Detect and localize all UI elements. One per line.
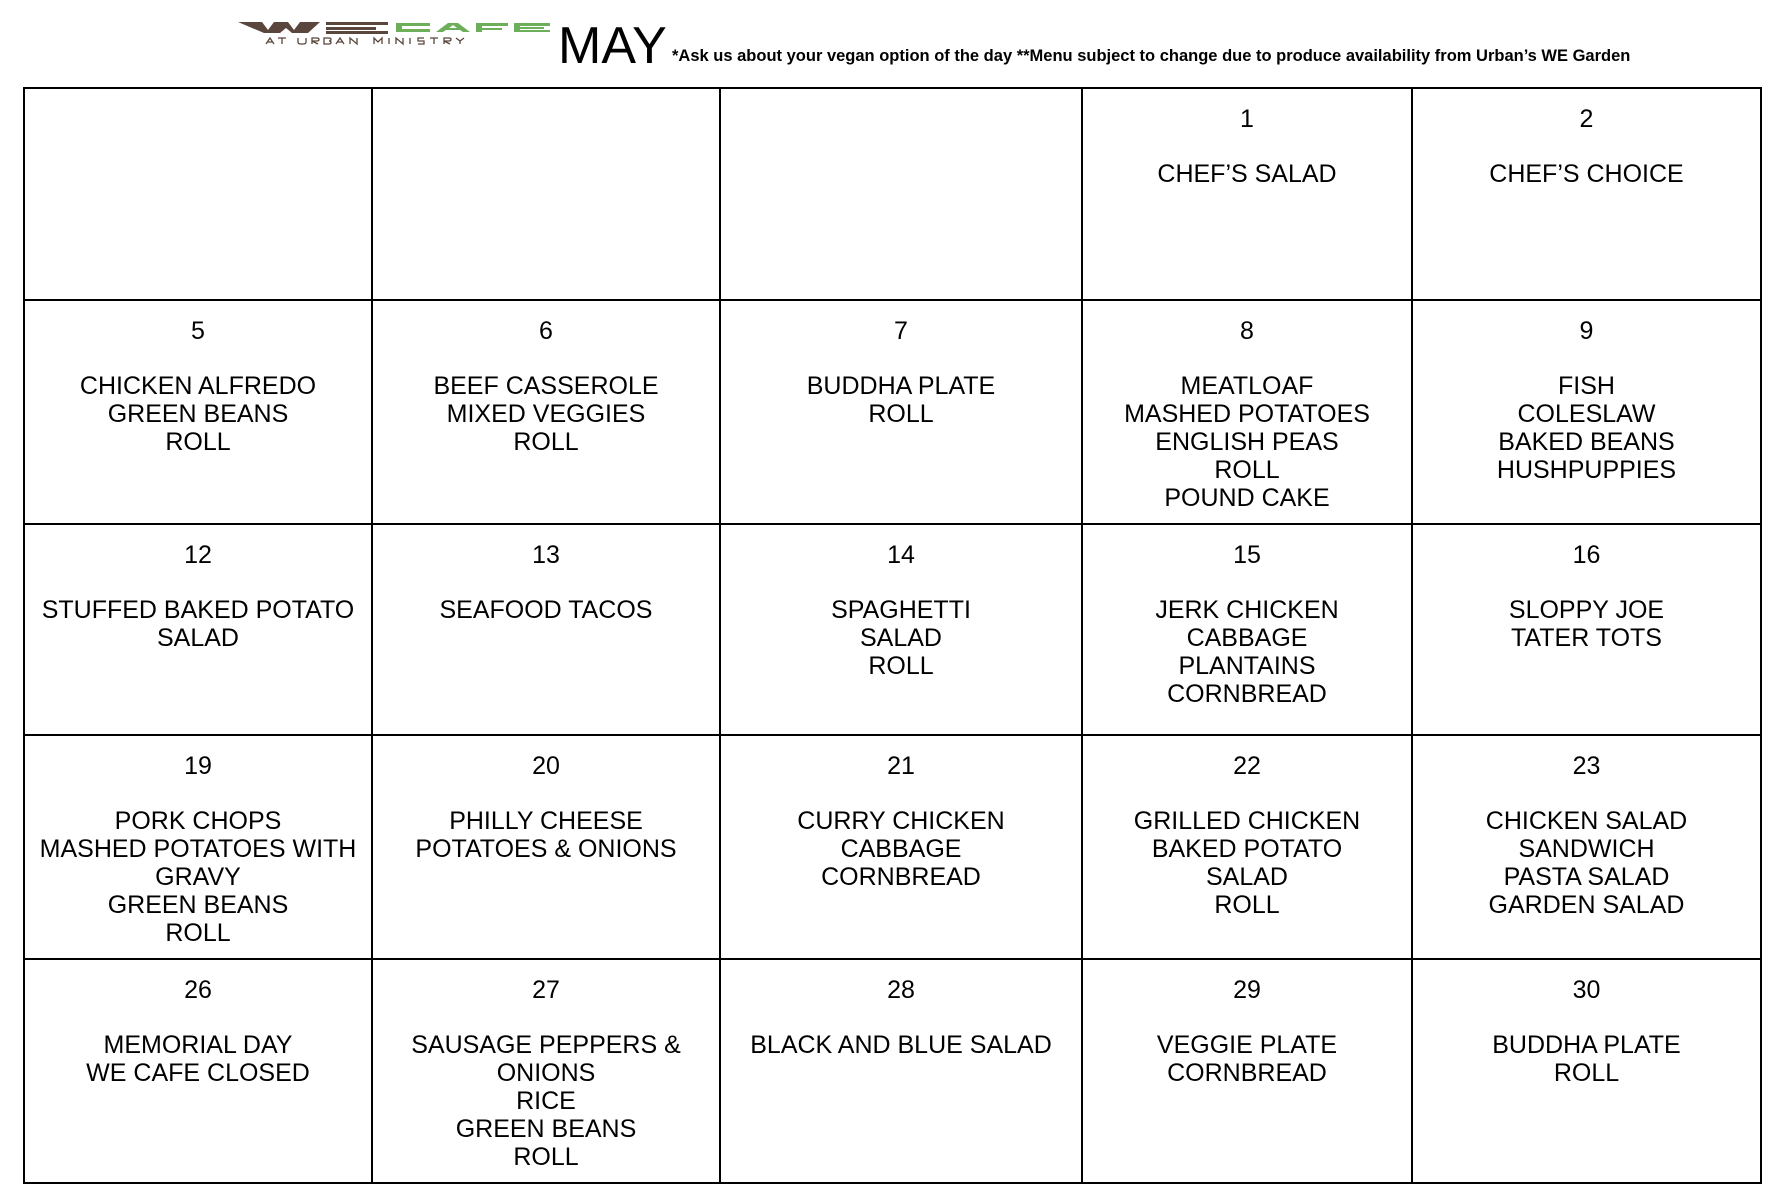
meal-item: CHEF’S CHOICE (1489, 160, 1684, 188)
day-number: 23 (1572, 752, 1601, 780)
meal-item: ROLL (868, 400, 934, 428)
day-number: 15 (1233, 541, 1261, 569)
month-title: MAY (558, 17, 667, 75)
meal-item: SALAD (860, 624, 942, 652)
meal-item: JERK CHICKEN (1155, 596, 1339, 624)
calendar-body (24, 88, 1761, 1183)
calendar-day-cell (24, 524, 372, 735)
calendar-day-cell (1082, 300, 1412, 524)
meal-item: ROLL (513, 428, 579, 456)
meal-list (373, 1031, 719, 1171)
menu-calendar (23, 87, 1762, 1184)
meal-list (721, 807, 1081, 891)
meal-item: ROLL (513, 1143, 579, 1171)
meal-list (721, 1031, 1081, 1059)
logo-graphic (236, 20, 558, 46)
meal-list (1413, 160, 1760, 188)
calendar-week (24, 300, 1761, 524)
calendar-day-cell (1412, 300, 1761, 524)
day-number (373, 105, 719, 133)
meal-item: COLESLAW (1517, 400, 1656, 428)
meal-item: GREEN BEANS (107, 400, 289, 428)
day-number: 30 (1572, 976, 1601, 1004)
meal-item: BEEF CASSEROLE (433, 372, 659, 400)
meal-list (1413, 372, 1760, 484)
meal-list (1083, 372, 1411, 512)
meal-list (1413, 1031, 1760, 1087)
meal-item: ENGLISH PEAS (1155, 428, 1339, 456)
day-number: 12 (184, 541, 212, 569)
meal-item: CABBAGE (1186, 624, 1308, 652)
calendar-day-cell (372, 88, 720, 300)
meal-item: VEGGIE PLATE (1156, 1031, 1338, 1059)
meal-item: SALAD (1206, 863, 1288, 891)
meal-item: ROLL (1214, 891, 1280, 919)
meal-list (373, 372, 719, 456)
meal-item: ROLL (165, 428, 231, 456)
meal-list (25, 807, 371, 947)
calendar-day-cell (24, 959, 372, 1183)
meal-item: CABBAGE (840, 835, 962, 863)
meal-list (1083, 807, 1411, 919)
meal-item: BUDDHA PLATE (1492, 1031, 1681, 1059)
day-number: 20 (532, 752, 560, 780)
meal-item: FISH (1558, 372, 1615, 400)
meal-item: SALAD (157, 624, 239, 652)
calendar-day-cell (372, 524, 720, 735)
meal-item: SANDWICH (1518, 835, 1655, 863)
day-number: 21 (887, 752, 915, 780)
meal-list (25, 1031, 371, 1087)
meal-item: SPAGHETTI (831, 596, 971, 624)
meal-item: BLACK AND BLUE SALAD (750, 1031, 1052, 1059)
meal-list (373, 807, 719, 863)
day-number: 22 (1233, 752, 1261, 780)
meal-item: HUSHPUPPIES (1496, 456, 1677, 484)
meal-item: GRAVY (155, 863, 241, 891)
calendar-day-cell (720, 88, 1082, 300)
calendar-week (24, 88, 1761, 300)
day-number: 8 (1240, 317, 1254, 345)
meal-list (373, 596, 719, 624)
meal-item: STUFFED BAKED POTATO (41, 596, 355, 624)
calendar-day-cell (1082, 735, 1412, 959)
calendar-day-cell (24, 300, 372, 524)
meal-list (1083, 596, 1411, 708)
day-number: 5 (191, 317, 205, 345)
page-header (0, 0, 1776, 86)
meal-item: BUDDHA PLATE (806, 372, 996, 400)
meal-item: ROLL (165, 919, 231, 947)
meal-item: ROLL (1214, 456, 1280, 484)
day-number: 13 (532, 541, 560, 569)
meal-list (1083, 160, 1411, 188)
meal-item: WE CAFE CLOSED (86, 1059, 310, 1087)
day-number: 6 (539, 317, 553, 345)
calendar-day-cell (372, 300, 720, 524)
day-number: 29 (1233, 976, 1261, 1004)
meal-list (721, 596, 1081, 680)
meal-item: CHICKEN ALFREDO (79, 372, 317, 400)
meal-item: MEATLOAF (1180, 372, 1314, 400)
meal-item: CURRY CHICKEN (797, 807, 1005, 835)
day-number: 14 (887, 541, 915, 569)
calendar-day-cell (720, 524, 1082, 735)
day-number: 9 (1579, 317, 1594, 345)
calendar-day-cell (1412, 735, 1761, 959)
calendar-day-cell (24, 88, 372, 300)
meal-item: POTATOES & ONIONS (415, 835, 677, 863)
meal-list (1083, 1031, 1411, 1087)
meal-item: SAUSAGE PEPPERS & (411, 1031, 681, 1059)
day-number: 26 (184, 976, 212, 1004)
calendar-day-cell (720, 735, 1082, 959)
meal-item: SLOPPY JOE (1508, 596, 1665, 624)
meal-item: ROLL (1553, 1059, 1620, 1087)
meal-item: GREEN BEANS (455, 1115, 637, 1143)
day-number: 1 (1240, 105, 1254, 133)
day-number: 19 (184, 752, 212, 780)
meal-item: GRILLED CHICKEN (1133, 807, 1361, 835)
meal-item: CORNBREAD (821, 863, 981, 891)
meal-item: PLANTAINS (1178, 652, 1316, 680)
meal-item: POUND CAKE (1164, 484, 1330, 512)
meal-item: CORNBREAD (1167, 1059, 1327, 1087)
meal-item: TATER TOTS (1511, 624, 1662, 652)
meal-item: BAKED BEANS (1498, 428, 1675, 456)
day-number: 7 (894, 317, 908, 345)
calendar-day-cell (1412, 88, 1761, 300)
meal-item: RICE (516, 1087, 576, 1115)
calendar-week (24, 524, 1761, 735)
we-cafe-logo (236, 20, 558, 46)
meal-item: MEMORIAL DAY (103, 1031, 293, 1059)
calendar-day-cell (1082, 959, 1412, 1183)
day-number: 28 (887, 976, 915, 1004)
calendar-day-cell (1082, 524, 1412, 735)
day-number: 27 (532, 976, 560, 1004)
meal-item: ONIONS (496, 1059, 596, 1087)
meal-list (1413, 596, 1760, 652)
calendar-day-cell (372, 735, 720, 959)
calendar-day-cell (1412, 959, 1761, 1183)
menu-note: *Ask us about your vegan option of the day **Menu subject to change due to produce availability from Urban’s WE Garden (672, 47, 1631, 65)
calendar-day-cell (720, 959, 1082, 1183)
meal-list (25, 596, 371, 652)
meal-item: ROLL (868, 652, 934, 680)
calendar-day-cell (720, 300, 1082, 524)
meal-item: PORK CHOPS (114, 807, 282, 835)
meal-item: BAKED POTATO (1151, 835, 1343, 863)
calendar-week (24, 959, 1761, 1183)
meal-item: MASHED POTATOES (1124, 400, 1370, 428)
day-number (25, 105, 371, 133)
meal-item: GARDEN SALAD (1488, 891, 1685, 919)
calendar-day-cell (372, 959, 720, 1183)
calendar-day-cell (1082, 88, 1412, 300)
meal-list (25, 372, 371, 456)
meal-list (721, 372, 1081, 428)
day-number (721, 105, 1081, 133)
meal-item: CHEF’S SALAD (1157, 160, 1337, 188)
meal-item: CORNBREAD (1167, 680, 1327, 708)
day-number: 16 (1572, 541, 1601, 569)
meal-item: SEAFOOD TACOS (439, 596, 653, 624)
meal-item: MIXED VEGGIES (446, 400, 646, 428)
meal-item: CHICKEN SALAD (1485, 807, 1688, 835)
meal-item: PHILLY CHEESE (449, 807, 643, 835)
meal-item: GREEN BEANS (107, 891, 289, 919)
meal-list (1413, 807, 1760, 919)
meal-item: PASTA SALAD (1503, 863, 1670, 891)
day-number: 2 (1579, 105, 1594, 133)
calendar-day-cell (24, 735, 372, 959)
calendar-week (24, 735, 1761, 959)
calendar-day-cell (1412, 524, 1761, 735)
meal-item: MASHED POTATOES WITH (39, 835, 357, 863)
